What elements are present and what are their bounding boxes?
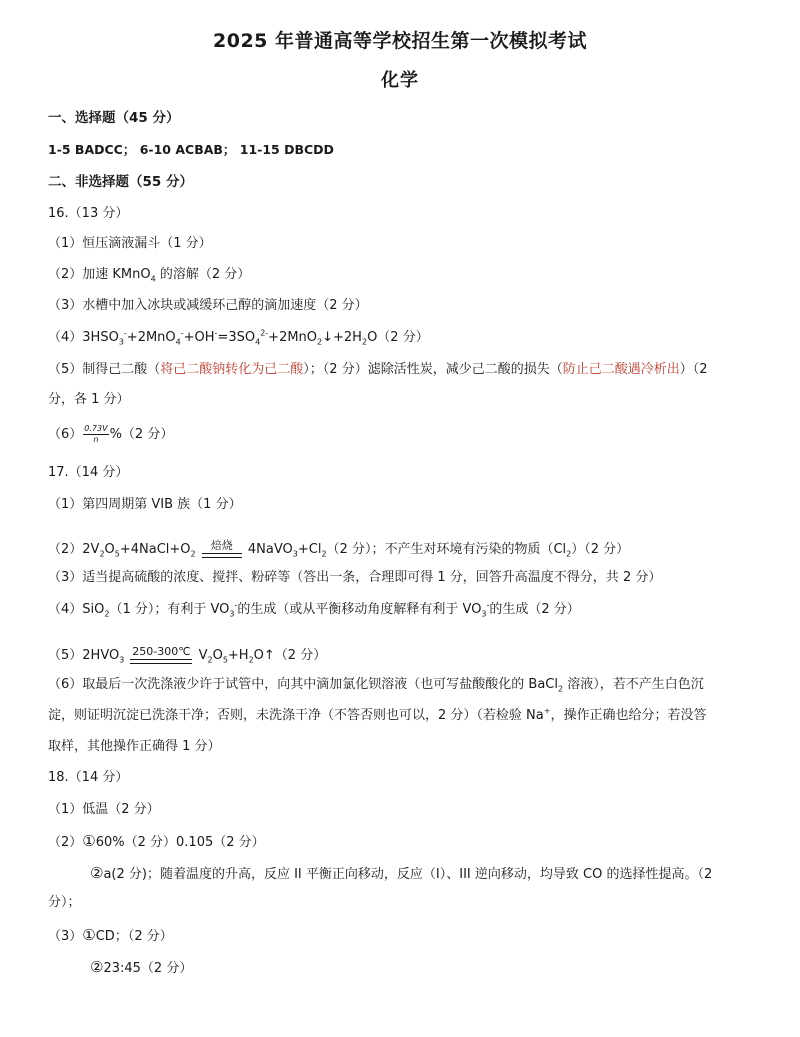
q17-answer-4: （4）SiO$_2$（1 分）；有利于 $VO_3^-$的生成（或从平衡移动角度解释有利于 $VO_3^-$的生成（2 分） <box>48 600 580 619</box>
q18-answer-2-part1: （2）①60%（2 分）0.105（2 分） <box>48 832 265 850</box>
q16-answer-1: （1）恒压滴液漏斗（1 分） <box>48 236 212 251</box>
q16-answer-5-line1: （5）制得己二酸（将己二酸钠转化为己二酸）；（2 分）滤除活性炭，减少己二酸的损失（防止己二酸遇冷析出）（2 <box>48 362 708 377</box>
section1-heading: 一、选择题（45 分） <box>48 110 180 126</box>
q18-answer-1: （1）低温（2 分） <box>48 802 160 817</box>
q18-answer-2-part2-cont: 分）； <box>48 895 81 910</box>
q16-answer-6: （6） $\frac{0.73V}{n}$ %（2 分） <box>48 424 174 444</box>
q17-answer-2: $(2)2V_2O_5+4NaCl+O_2$ 焙烧 $4NaVO_3+Cl_2(2$ 分）；不产生对环境有污染的物质$(Cl_2)(2$ 分） <box>48 539 630 559</box>
q17-answer-6-line2: 淀，则证明沉淀已洗涤干净；否则，未洗涤干净（不答否则也可以，2 分）（若检验 Na+，操作正确也给分；若没答 <box>48 706 707 723</box>
page-title: 2025 年普通高等学校招生第一次模拟考试 <box>213 30 587 52</box>
reaction-condition: 250-300℃ <box>128 646 194 664</box>
q18-answer-3-part1: （3）①CD；（2 分） <box>48 926 173 944</box>
section2-heading: 二、非选择题（55 分） <box>48 174 193 190</box>
reaction-condition: 焙烧 <box>200 540 244 558</box>
q17-answer-5: $(5)2HVO_3$ 250-300℃ $V_2O_5+H_2O↑(2$ 分） <box>48 645 327 665</box>
q17-answer-6-line1: （6）取最后一次洗涤液少许于试管中，向其中滴加氯化钡溶液（也可写盐酸酸化的 BaCl$_2$ 溶液），若不产生白色沉 <box>48 677 704 694</box>
fraction: $\frac{0.73V}{n}$ <box>84 424 108 444</box>
q18-answer-2-part2: ②a(2 分)；随着温度的升高，反应 II 平衡正向移动，反应（I）、III 逆向移动，均导致 CO 的选择性提高。（2 <box>90 864 713 882</box>
q16-header: 16.（13 分） <box>48 206 129 221</box>
choice-answers: 1-5 BADCC； 6-10 ACBAB； 11-15 DBCDD <box>48 142 334 157</box>
q17-answer-3: （3）适当提高硫酸的浓度、搅拌、粉碎等（答出一条，合理即可得 1 分，回答升高温度不得分，共 2 分） <box>48 570 662 585</box>
q16-answer-5-line2: 分，各 1 分） <box>48 392 130 407</box>
q16-answer-2: （2）加速 KMnO$_4$ 的溶解（2 分） <box>48 267 251 284</box>
q16-answer-3: （3）水槽中加入冰块或减缓环己醇的滴加速度（2 分） <box>48 298 368 313</box>
q18-header: 18.（14 分） <box>48 770 129 785</box>
subject-title: 化学 <box>381 70 419 91</box>
q18-answer-3-part2: ②23:45（2 分） <box>90 958 193 976</box>
q16-answer-4: $(4)3HSO_3^-+2MnO_4^-+OH^-=3SO_4^{2-}+2MnO_2↓+2H_2O(2$ 分） <box>48 328 429 347</box>
q17-header: 17.（14 分） <box>48 465 129 480</box>
q17-answer-1: （1）第四周期第 VIB 族（1 分） <box>48 497 242 512</box>
q17-answer-6-line3: 取样，其他操作正确得 1 分） <box>48 739 221 754</box>
